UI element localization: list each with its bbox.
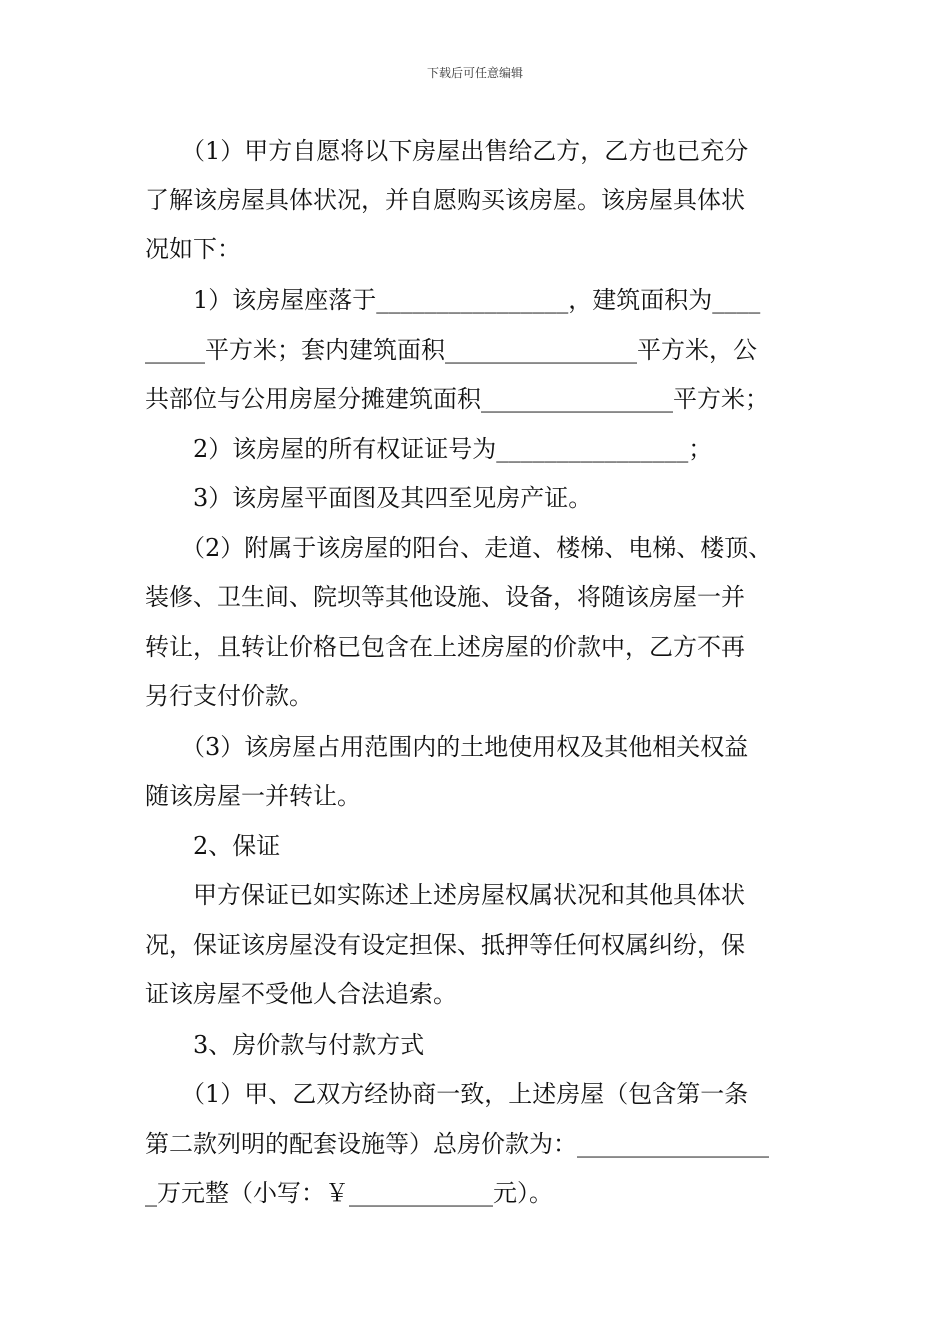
paragraph-line: 装修、卫生间、院坝等其他设施、设备，将随该房屋一并 [145, 583, 745, 611]
paragraph-line: 3）该房屋平面图及其四至见房产证。 [145, 484, 593, 512]
paragraph-line: _万元整（小写：￥____________元）。 [145, 1179, 553, 1207]
paragraph-line: （2）附属于该房屋的阳台、走道、楼梯、电梯、楼顶、 [145, 534, 773, 562]
paragraph-line: 1）该房屋座落于________________，建筑面积为____ [145, 286, 761, 314]
paragraph-line: 证该房屋不受他人合法追索。 [145, 980, 457, 1008]
paragraph-line: 2、保证 [145, 832, 281, 860]
paragraph-line: 2）该房屋的所有权证证号为________________； [145, 435, 713, 463]
paragraph-line: 第二款列明的配套设施等）总房价款为：________________ [145, 1130, 769, 1158]
paragraph-line: 随该房屋一并转让。 [145, 782, 361, 810]
paragraph-line: 况，保证该房屋没有设定担保、抵押等任何权属纠纷，保 [145, 931, 745, 959]
paragraph-line: （3）该房屋占用范围内的土地使用权及其他相关权益 [145, 733, 749, 761]
paragraph-line: 转让，且转让价格已包含在上述房屋的价款中，乙方不再 [145, 633, 745, 661]
paragraph-line: （1）甲、乙双方经协商一致，上述房屋（包含第一条 [145, 1080, 749, 1108]
paragraph-line: 共部位与公用房屋分摊建筑面积________________平方米； [145, 385, 769, 413]
paragraph-line: 甲方保证已如实陈述上述房屋权属状况和其他具体状 [145, 881, 745, 909]
page-header: 下载后可任意编辑 [426, 66, 523, 80]
paragraph-line: 3、房价款与付款方式 [145, 1031, 425, 1059]
paragraph-line: 了解该房屋具体状况，并自愿购买该房屋。该房屋具体状 [145, 186, 745, 214]
paragraph-line: _____平方米；套内建筑面积________________平方米，公 [145, 336, 757, 364]
paragraph-line: （1）甲方自愿将以下房屋出售给乙方，乙方也已充分 [145, 137, 749, 165]
paragraph-line: 况如下： [145, 235, 241, 263]
paragraph-line: 另行支付价款。 [145, 682, 313, 710]
